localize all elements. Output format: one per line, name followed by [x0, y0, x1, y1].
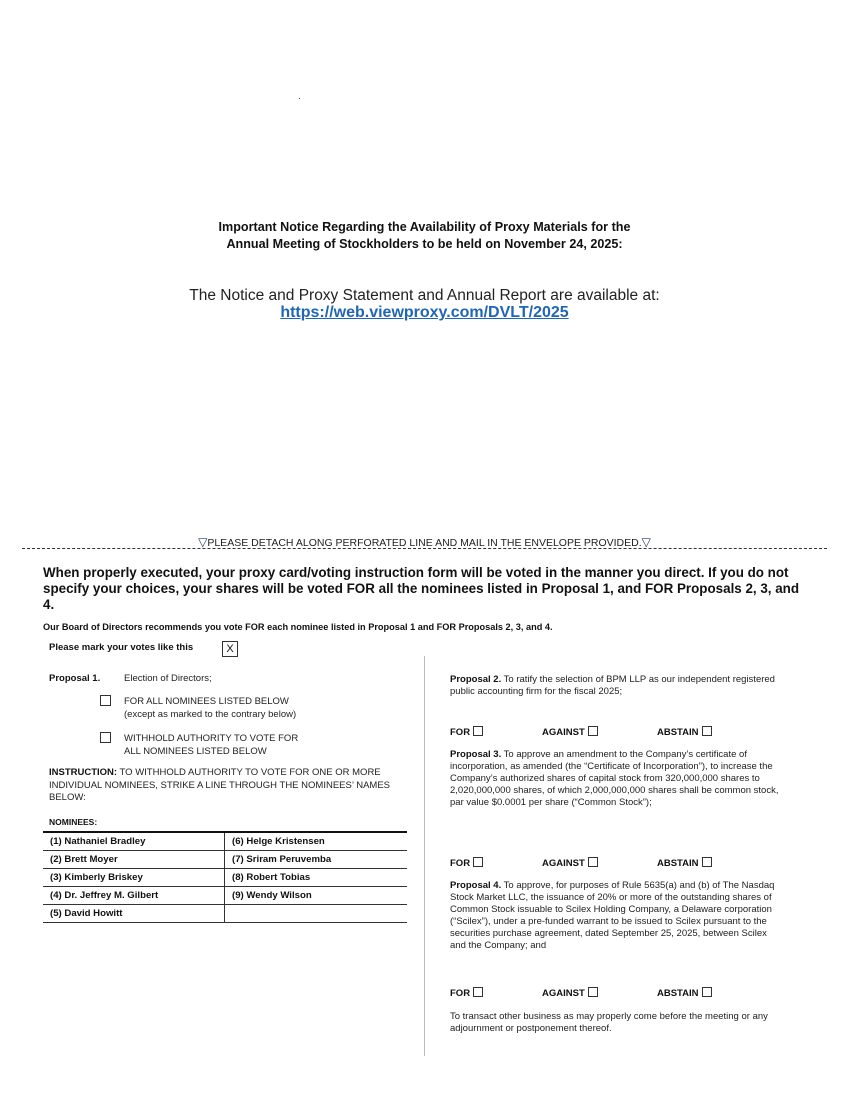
- notice-title: Important Notice Regarding the Availability of Proxy Materials for the Annual Meeting of Stockholders to be held on November 24, 2025:: [218, 220, 631, 251]
- table-row: [43, 869, 407, 887]
- withhold-all-option: WITHHOLD AUTHORITY TO VOTE FOR ALL NOMINEES LISTED BELOW: [124, 733, 299, 757]
- proposal1-text: Election of Directors;: [124, 673, 212, 684]
- nominee-cell[interactable]: (9) Wendy Wilson: [225, 887, 408, 905]
- proposal2-for[interactable]: FOR: [450, 726, 483, 738]
- board-recommendation: Our Board of Directors recommends you vote FOR each nominee listed in Proposal 1 and FOR Proposals 2, 3, and 4.: [43, 622, 553, 632]
- proposal3-against[interactable]: AGAINST: [542, 857, 598, 869]
- checkbox-icon[interactable]: [702, 726, 712, 736]
- down-triangle-icon: ▽: [198, 535, 208, 549]
- proposal2-against[interactable]: AGAINST: [542, 726, 598, 738]
- column-divider: [424, 656, 425, 1056]
- table-row: [43, 832, 407, 851]
- stray-dot: [299, 98, 300, 99]
- nominee-cell[interactable]: (5) David Howitt: [43, 905, 225, 923]
- down-triangle-icon: ▽: [641, 535, 651, 549]
- detach-instruction: ▽PLEASE DETACH ALONG PERFORATED LINE AND MAIL IN THE ENVELOPE PROVIDED.▽: [198, 535, 651, 549]
- proposal4-text: Proposal 4. To approve, for purposes of Rule 5635(a) and (b) of The Nasdaq Stock Market LLC, the issuance of 20% or more of the outstanding shares of Common Stock issuable to Scilex Holding Company, a Delaware corporation (“Scilex”), under a pre-funded warrant to be issued to Scilex pursuant to the securities purchase agreement, dated September 25, 2025, between Scilex and the Company; and: [450, 880, 775, 951]
- mark-example-box: X: [222, 641, 238, 657]
- nominee-cell[interactable]: (1) Nathaniel Bradley: [43, 832, 225, 851]
- proposal4-abstain[interactable]: ABSTAIN: [657, 987, 712, 999]
- withhold-instruction: INSTRUCTION: TO WITHHOLD AUTHORITY TO VOTE FOR ONE OR MORE INDIVIDUAL NOMINEES, STRIKE A LINE THROUGH THE NOMINEES’ NAMES BELOW:: [49, 767, 391, 803]
- table-row: [43, 887, 407, 905]
- proposal3-for[interactable]: FOR: [450, 857, 483, 869]
- checkbox-icon[interactable]: [473, 857, 483, 867]
- for-all-option: FOR ALL NOMINEES LISTED BELOW (except as marked to the contrary below): [124, 696, 297, 720]
- checkbox-icon[interactable]: [473, 726, 483, 736]
- availability-text: The Notice and Proxy Statement and Annual Report are available at:: [189, 287, 660, 304]
- perforated-line: [22, 548, 827, 549]
- proposal2-text: Proposal 2. To ratify the selection of BPM LLP as our independent registered public accounting firm for the fiscal 2025;: [450, 674, 775, 697]
- other-business-text: To transact other business as may properly come before the meeting or any adjournment or postponement thereof.: [450, 1011, 768, 1034]
- checkbox-icon[interactable]: [588, 726, 598, 736]
- checkbox-icon[interactable]: [702, 987, 712, 997]
- withhold-all-checkbox[interactable]: [100, 732, 111, 743]
- checkbox-icon[interactable]: [702, 857, 712, 867]
- table-row: [43, 905, 407, 923]
- proposal4-for[interactable]: FOR: [450, 987, 483, 999]
- card-headline: When properly executed, your proxy card/voting instruction form will be voted in the manner you direct. If you do not specify your choices, your shares will be voted FOR all the nominees listed in Proposal 1, and FOR Proposals 2, 3, and 4.: [43, 565, 800, 612]
- proposal3-abstain[interactable]: ABSTAIN: [657, 857, 712, 869]
- proposal4-against[interactable]: AGAINST: [542, 987, 598, 999]
- table-row: [43, 851, 407, 869]
- nominee-cell[interactable]: (2) Brett Moyer: [43, 851, 225, 869]
- for-all-checkbox[interactable]: [100, 695, 111, 706]
- proposal2-abstain[interactable]: ABSTAIN: [657, 726, 712, 738]
- nominee-cell[interactable]: (6) Helge Kristensen: [225, 832, 408, 851]
- nominee-cell[interactable]: (7) Sriram Peruvemba: [225, 851, 408, 869]
- checkbox-icon[interactable]: [588, 857, 598, 867]
- proposal3-text: Proposal 3. To approve an amendment to the Company’s certificate of incorporation, as amended (the “Certificate of Incorporation”), to increase the Company’s authorized shares of capital stock from 320,000,000 shares to 2,020,000,000 shares, of which 2,000,000,000 shares shall be common stock, par value $0.0001 per share (“Common Stock”);: [450, 749, 779, 808]
- mark-instruction: Please mark your votes like this: [49, 642, 194, 653]
- nominees-label: NOMINEES:: [49, 817, 98, 827]
- nominee-cell[interactable]: (8) Robert Tobias: [225, 869, 408, 887]
- nominee-cell-empty: [225, 905, 408, 923]
- proxy-materials-link[interactable]: https://web.viewproxy.com/DVLT/2025: [280, 304, 569, 321]
- checkbox-icon[interactable]: [473, 987, 483, 997]
- proposal1-label: Proposal 1.: [49, 673, 101, 684]
- nominee-cell[interactable]: (4) Dr. Jeffrey M. Gilbert: [43, 887, 225, 905]
- nominees-table: [43, 831, 407, 923]
- checkbox-icon[interactable]: [588, 987, 598, 997]
- nominee-cell[interactable]: (3) Kimberly Briskey: [43, 869, 225, 887]
